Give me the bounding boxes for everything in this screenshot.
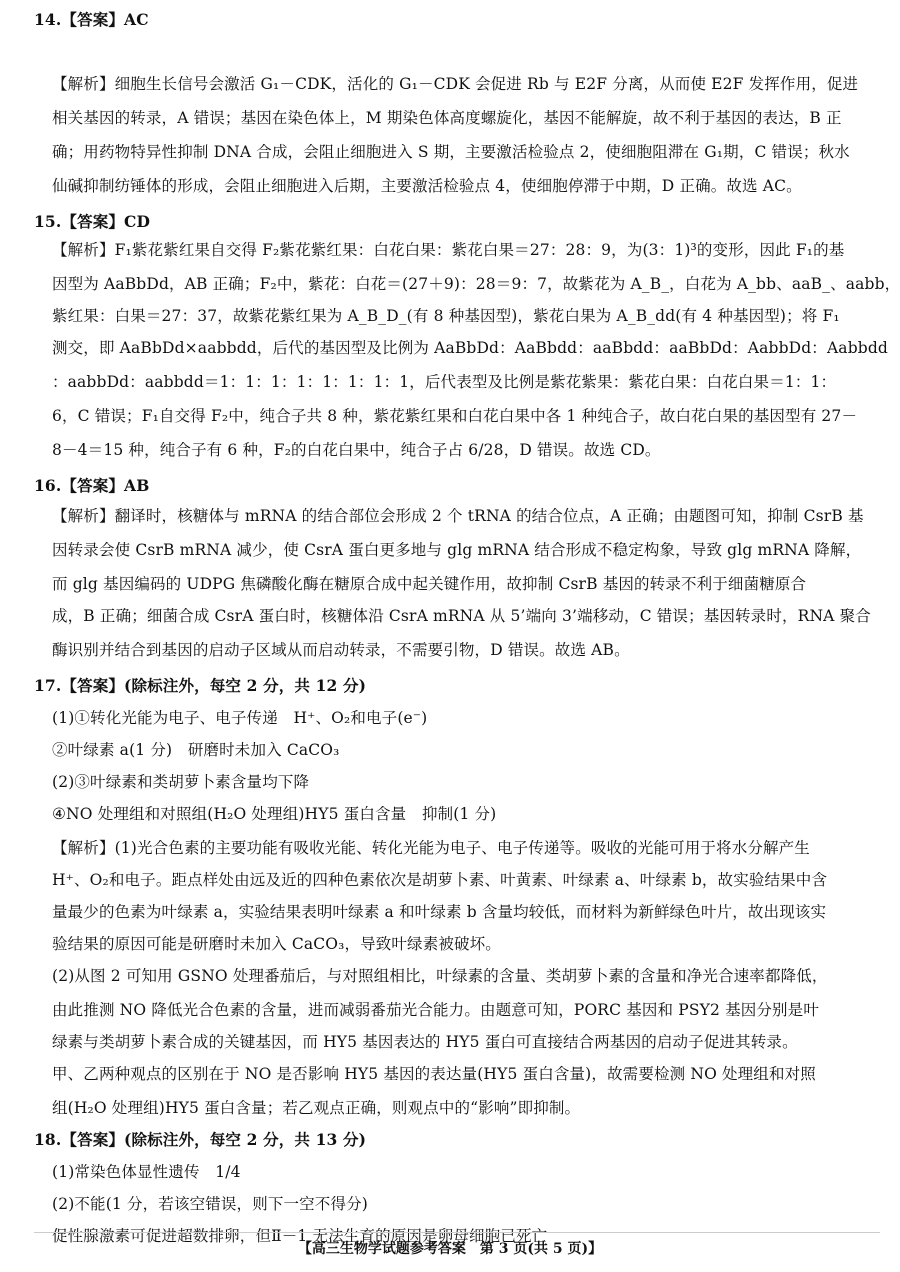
answer-text-line: ②叶绿素 a(1 分) 研磨时未加入 CaCO₃	[52, 741, 340, 759]
answer-text-line: (1)①转化光能为电子、电子传递 H⁺、O₂和电子(e⁻)	[52, 709, 428, 727]
answer-text-line: 相关基因的转录，A 错误；基因在染色体上，M 期染色体高度螺旋化，基因不能解旋，故不利于基因的表达，B 正	[52, 109, 842, 127]
answer-text-line: 量最少的色素为叶绿素 a，实验结果表明叶绿素 a 和叶绿素 b 含量均较低，而材料为新鲜绿色叶片，故出现该实	[52, 903, 827, 921]
answer-header: 18.【答案】(除标注外，每空 2 分，共 13 分)	[34, 1130, 367, 1149]
page-footer: 【高三生物学试题参考答案 第 3 页(共 5 页)】	[297, 1241, 603, 1257]
answer-text-line: 促性腺激素可促进超数排卵，但Ⅱ－1 无法生育的原因是卵母细胞已死亡	[52, 1227, 548, 1245]
answer-text-line: 仙碱抑制纺锤体的形成，会阻止细胞进入后期，主要激活检验点 4，使细胞停滞于中期，D 正确。故选 AC。	[52, 177, 802, 195]
answer-text-line: 因转录会使 CsrB mRNA 减少，使 CsrA 蛋白更多地与 glg mRNA 结合形成不稳定构象，导致 glg mRNA 降解，	[52, 541, 862, 559]
answer-header: 16.【答案】AB	[34, 476, 150, 495]
answer-text-line: 甲、乙两种观点的区别在于 NO 是否影响 HY5 基因的表达量(HY5 蛋白含量)，故需要检测 NO 处理组和对照	[52, 1065, 816, 1083]
answer-text-line: H⁺、O₂和电子。距点样处由远及近的四种色素依次是胡萝卜素、叶黄素、叶绿素 a、叶绿素 b，故实验结果中含	[52, 871, 828, 889]
answer-text-line: 验结果的原因可能是研磨时未加入 CaCO₃，导致叶绿素被破坏。	[52, 935, 501, 953]
answer-text-line: 紫红果：白果＝27：37，故紫花紫红果为 A_B_D_(有 8 种基因型)，紫花白果为 A_B_dd(有 4 种基因型)；将 F₁	[52, 307, 840, 325]
answer-text-line: 测交，即 AaBbDd×aabbdd，后代的基因型及比例为 AaBbDd：AaBbdd：aaBbdd：aaBbDd：AabbDd：Aabbdd	[52, 339, 888, 357]
answer-text-line: 【解析】翻译时，核糖体与 mRNA 的结合部位会形成 2 个 tRNA 的结合位点，A 正确；由题图可知，抑制 CsrB 基	[52, 507, 864, 525]
answer-text-line: 组(H₂O 处理组)HY5 蛋白含量；若乙观点正确，则观点中的“影响”即抑制。	[52, 1099, 581, 1117]
answer-text-line: ④NO 处理组和对照组(H₂O 处理组)HY5 蛋白含量 抑制(1 分)	[52, 805, 497, 823]
answer-text-line: 由此推测 NO 降低光合色素的含量，进而减弱番茄光合能力。由题意可知，PORC 基因和 PSY2 基因分别是叶	[52, 1001, 819, 1019]
answer-text-line: 【解析】F₁紫花紫红果自交得 F₂紫花紫红果：白花白果：紫花白果＝27：28：9，为(3：1)³的变形，因此 F₁的基	[52, 241, 845, 259]
answer-text-line: 而 glg 基因编码的 UDPG 焦磷酸化酶在糖原合成中起关键作用，故抑制 CsrB 基因的转录不利于细菌糖原合	[52, 575, 807, 593]
answer-header: 14.【答案】AC	[34, 10, 149, 29]
answer-text-line: 8－4＝15 种，纯合子有 6 种，F₂的白花白果中，纯合子占 6/28，D 错误。故选 CD。	[52, 441, 661, 459]
footer-divider	[34, 1232, 880, 1233]
answer-text-line: 6，C 错误；F₁自交得 F₂中，纯合子共 8 种，紫花紫红果和白花白果中各 1 种纯合子，故白花白果的基因型有 27－	[52, 407, 858, 425]
answer-text-line: (1)常染色体显性遗传 1/4	[52, 1163, 241, 1181]
answer-text-line: 因型为 AaBbDd，AB 正确；F₂中，紫花：白花＝(27＋9)：28＝9：7，故紫花为 A_B_，白花为 A_bb、aaB_、aabb，	[52, 275, 900, 293]
answer-text-line: (2)③叶绿素和类胡萝卜素含量均下降	[52, 773, 310, 791]
answer-text-line: 酶识别并结合到基因的启动子区域从而启动转录，不需要引物，D 错误。故选 AB。	[52, 641, 630, 659]
answer-text-line: ：aabbDd：aabbdd＝1：1：1：1：1：1：1：1，后代表型及比例是紫花紫果：紫花白果：白花白果＝1：1：	[52, 373, 837, 391]
answer-text-line: 【解析】细胞生长信号会激活 G₁－CDK，活化的 G₁－CDK 会促进 Rb 与 E2F 分离，从而使 E2F 发挥作用，促进	[52, 75, 859, 93]
answer-header: 17.【答案】(除标注外，每空 2 分，共 12 分)	[34, 676, 367, 695]
answer-text-line: 成，B 正确；细菌合成 CsrA 蛋白时，核糖体沿 CsrA mRNA 从 5’端向 3’端移动，C 错误；基因转录时，RNA 聚合	[52, 607, 871, 625]
answer-text-line: (2)不能(1 分，若该空错误，则下一空不得分)	[52, 1195, 368, 1213]
answer-text-line: 绿素与类胡萝卜素合成的关键基因，而 HY5 基因表达的 HY5 蛋白可直接结合两基因的启动子促进其转录。	[52, 1033, 798, 1051]
answer-header: 15.【答案】CD	[34, 212, 151, 231]
answer-text-line: 确；用药物特异性抑制 DNA 合成，会阻止细胞进入 S 期，主要激活检验点 2，使细胞阻滞在 G₁期，C 错误；秋水	[52, 143, 850, 161]
answer-text-line: 【解析】(1)光合色素的主要功能有吸收光能、转化光能为电子、电子传递等。吸收的光能可用于将水分解产生	[52, 839, 810, 857]
answer-text-line: (2)从图 2 可知用 GSNO 处理番茄后，与对照组相比，叶绿素的含量、类胡萝卜素的含量和净光合速率都降低，	[52, 967, 828, 985]
